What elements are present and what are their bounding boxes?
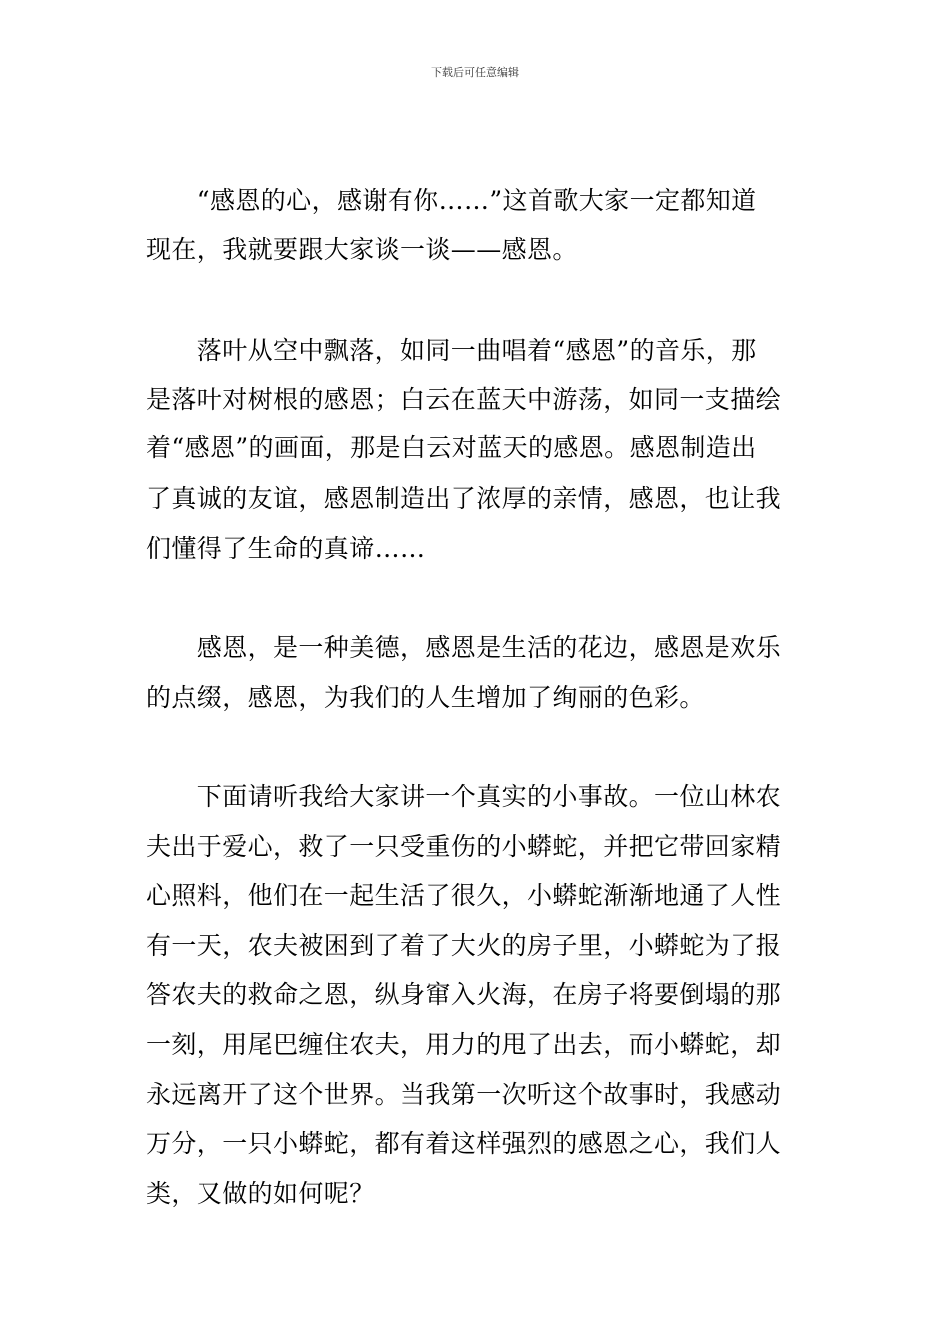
text-line: 下面请听我给大家讲一个真实的小事故。一位山林农	[146, 782, 782, 811]
text-line: 着“感恩”的画面，那是白云对蓝天的感恩。感恩制造出	[146, 433, 757, 462]
text-line: 了真诚的友谊，感恩制造出了浓厚的亲情，感恩，也让我	[146, 484, 782, 513]
text-line: 的点缀，感恩，为我们的人生增加了绚丽的色彩。	[146, 683, 705, 712]
text-line: 感恩，是一种美德，感恩是生活的花边，感恩是欢乐	[146, 633, 782, 662]
text-line: 永远离开了这个世界。当我第一次听这个故事时，我感动	[146, 1080, 782, 1109]
text-line: 万分，一只小蟒蛇，都有着这样强烈的感恩之心，我们人	[146, 1129, 782, 1158]
text-line: 答农夫的救命之恩，纵身窜入火海，在房子将要倒塌的那	[146, 980, 782, 1009]
text-line: 类，又做的如何呢？	[146, 1179, 375, 1208]
text-line: “感恩的心，感谢有你……”这首歌大家一定都知道	[146, 186, 757, 215]
text-line: 夫出于爱心，救了一只受重伤的小蟒蛇，并把它带回家精	[146, 832, 782, 861]
text-line: 一刻，用尾巴缠住农夫，用力的甩了出去，而小蟒蛇，却	[146, 1030, 782, 1059]
text-line: 有一天，农夫被困到了着了大火的房子里，小蟒蛇为了报	[146, 931, 782, 960]
text-line: 落叶从空中飘落，如同一曲唱着“感恩”的音乐，那	[146, 336, 757, 365]
text-line: 是落叶对树根的感恩；白云在蓝天中游荡，如同一支描绘	[146, 385, 782, 414]
page-header: 下载后可任意编辑	[431, 66, 519, 79]
text-line: 心照料，他们在一起生活了很久，小蟒蛇渐渐地通了人性	[146, 881, 782, 910]
text-line: 现在，我就要跟大家谈一谈——感恩。	[146, 235, 578, 264]
text-line: 们懂得了生命的真谛……	[146, 534, 426, 563]
